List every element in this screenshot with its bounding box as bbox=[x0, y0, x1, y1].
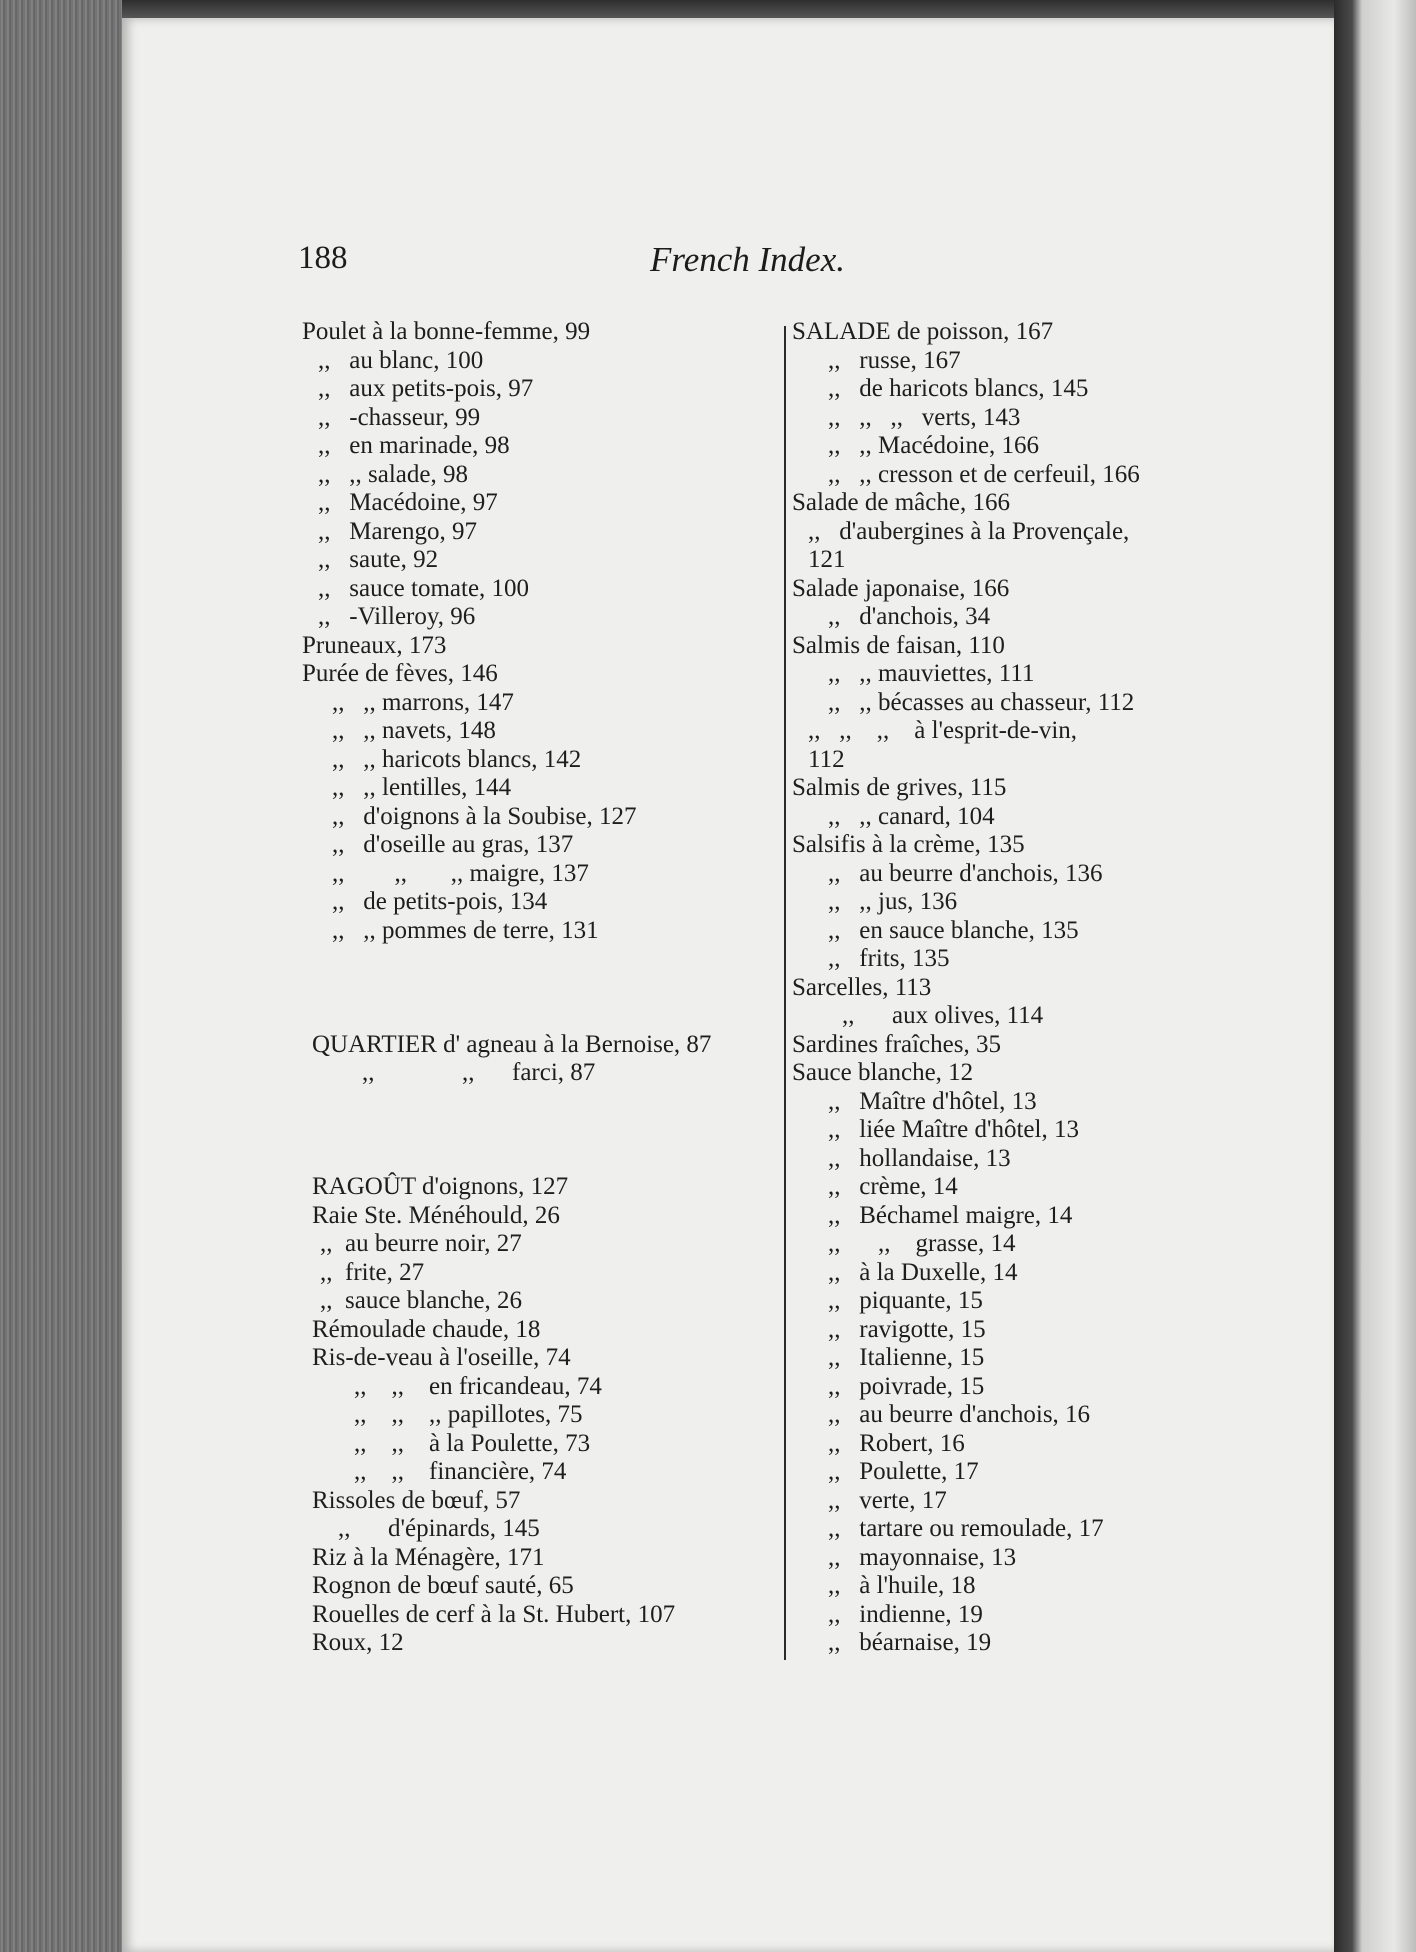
index-entry: ,, ,, financière, 74 bbox=[354, 1458, 567, 1485]
index-entry: ,, d'anchois, 34 bbox=[828, 603, 991, 630]
index-entry: ,, verte, 17 bbox=[828, 1486, 947, 1514]
index-entry: ,, ,, ,, maigre, 137 bbox=[332, 859, 589, 887]
index-entry: ,, de haricots blancs, 145 bbox=[828, 375, 1089, 402]
index-entry: Riz à la Ménagère, 171 bbox=[312, 1543, 545, 1571]
index-entry: Sardines fraîches, 35 bbox=[792, 1030, 1001, 1058]
index-entry: RAGOÛT d'oignons, 127 bbox=[312, 1173, 569, 1200]
index-entry: ,, au beurre noir, 27 bbox=[320, 1230, 522, 1257]
index-entry: ,, indienne, 19 bbox=[828, 1600, 983, 1628]
index-entry: Salade japonaise, 166 bbox=[792, 574, 1010, 602]
index-entry: ,, -Villeroy, 96 bbox=[318, 603, 476, 630]
index-entry: ,, Marengo, 97 bbox=[318, 517, 477, 545]
index-entry: ,, ,, lentilles, 144 bbox=[332, 774, 512, 801]
index-entry: Purée de fèves, 146 bbox=[302, 660, 498, 687]
running-title: French Index. bbox=[650, 240, 845, 279]
index-entry: ,, Béchamel maigre, 14 bbox=[828, 1201, 1073, 1229]
index-entry: ,, ,, jus, 136 bbox=[828, 888, 958, 915]
index-column-right bbox=[792, 318, 1272, 1658]
index-entry: ,, aux olives, 114 bbox=[842, 1002, 1044, 1029]
index-entry: ,, frite, 27 bbox=[320, 1258, 425, 1286]
index-entry: ,, Maître d'hôtel, 13 bbox=[828, 1087, 1037, 1115]
index-entry: ,, ,, grasse, 14 bbox=[828, 1230, 1016, 1257]
index-entry: ,, béarnaise, 19 bbox=[828, 1629, 992, 1656]
index-entry: Rouelles de cerf à la St. Hubert, 107 bbox=[312, 1600, 676, 1628]
index-entry: ,, liée Maître d'hôtel, 13 bbox=[828, 1116, 1079, 1143]
index-entry: ,, saute, 92 bbox=[318, 546, 439, 573]
index-entry: ,, d'oignons à la Soubise, 127 bbox=[332, 802, 637, 830]
index-entry: Rissoles de bœuf, 57 bbox=[312, 1486, 521, 1514]
index-entry: Rémoulade chaude, 18 bbox=[312, 1315, 541, 1343]
index-entry: Salsifis à la crème, 135 bbox=[792, 831, 1025, 858]
index-entry: ,, ,, ,, verts, 143 bbox=[828, 403, 1021, 431]
index-entry: ,, ,, marrons, 147 bbox=[332, 688, 514, 716]
facing-page-edge bbox=[1334, 0, 1416, 1952]
index-entry: Ris-de-veau à l'oseille, 74 bbox=[312, 1344, 571, 1371]
index-entry: Roux, 12 bbox=[312, 1629, 404, 1656]
index-entry: Raie Ste. Ménéhould, 26 bbox=[312, 1201, 560, 1229]
index-entry: ,, russe, 167 bbox=[828, 346, 961, 374]
index-entry: ,, ,, en fricandeau, 74 bbox=[354, 1372, 602, 1400]
index-entry: ,, au beurre d'anchois, 16 bbox=[828, 1401, 1091, 1428]
index-entry: ,, crème, 14 bbox=[828, 1173, 958, 1200]
index-entry: ,, -chasseur, 99 bbox=[318, 403, 481, 431]
index-entry: Salmis de faisan, 110 bbox=[792, 631, 1005, 659]
index-entry: ,, d'aubergines à la Provençale, bbox=[808, 517, 1130, 545]
index-entry: Salade de mâche, 166 bbox=[792, 489, 1010, 516]
index-entry: ,, ,, navets, 148 bbox=[332, 717, 496, 744]
index-entry: ,, ,, à la Poulette, 73 bbox=[354, 1429, 591, 1457]
index-entry: Salmis de grives, 115 bbox=[792, 774, 1007, 801]
index-entry: ,, aux petits-pois, 97 bbox=[318, 375, 534, 402]
index-entry: ,, à la Duxelle, 14 bbox=[828, 1258, 1018, 1286]
index-entry: ,, sauce tomate, 100 bbox=[318, 574, 530, 602]
index-entry: ,, ,, haricots blancs, 142 bbox=[332, 745, 582, 773]
index-entry: ,, à l'huile, 18 bbox=[828, 1572, 976, 1599]
index-entry: ,, Robert, 16 bbox=[828, 1429, 965, 1457]
index-entry: ,, de petits-pois, 134 bbox=[332, 888, 548, 915]
index-entry: ,, en sauce blanche, 135 bbox=[828, 916, 1079, 944]
index-entry: 112 bbox=[808, 745, 845, 773]
index-entry: Sarcelles, 113 bbox=[792, 973, 932, 1001]
index-entry: ,, ,, salade, 98 bbox=[318, 460, 468, 488]
index-entry: ,, ,, cresson et de cerfeuil, 166 bbox=[828, 460, 1140, 488]
index-entry: ,, mayonnaise, 13 bbox=[828, 1543, 1017, 1571]
index-entry: ,, frits, 135 bbox=[828, 945, 950, 972]
index-entry: ,, ,, farci, 87 bbox=[362, 1059, 596, 1086]
index-entry: ,, Poulette, 17 bbox=[828, 1458, 979, 1485]
index-entry: ,, au blanc, 100 bbox=[318, 346, 484, 374]
index-entry: ,, d'épinards, 145 bbox=[338, 1515, 540, 1542]
index-entry: 121 bbox=[808, 546, 846, 573]
book-page-edges bbox=[0, 0, 140, 1952]
index-entry: SALADE de poisson, 167 bbox=[792, 318, 1054, 345]
index-entry: ,, en marinade, 98 bbox=[318, 432, 510, 459]
index-entry: ,, Italienne, 15 bbox=[828, 1344, 985, 1371]
index-entry: ,, sauce blanche, 26 bbox=[320, 1287, 523, 1314]
index-entry: ,, piquante, 15 bbox=[828, 1287, 983, 1314]
index-entry: ,, au beurre d'anchois, 136 bbox=[828, 859, 1103, 887]
index-entry: ,, d'oseille au gras, 137 bbox=[332, 831, 574, 858]
book-top-edge bbox=[122, 0, 1334, 18]
index-entry: ,, ,, ,, papillotes, 75 bbox=[354, 1401, 583, 1428]
index-gap bbox=[302, 945, 772, 1031]
index-entry: Poulet à la bonne-femme, 99 bbox=[302, 318, 591, 345]
index-entry: ,, ravigotte, 15 bbox=[828, 1315, 986, 1343]
index-gap bbox=[302, 1088, 772, 1174]
index-entry: ,, hollandaise, 13 bbox=[828, 1144, 1011, 1172]
index-entry: Pruneaux, 173 bbox=[302, 631, 447, 659]
index-entry: ,, ,, mauviettes, 111 bbox=[828, 660, 1035, 687]
index-column-left bbox=[302, 318, 772, 1658]
page-number: 188 bbox=[298, 240, 348, 276]
index-entry: ,, ,, canard, 104 bbox=[828, 802, 995, 830]
column-divider bbox=[784, 326, 786, 1660]
index-entry: ,, ,, Macédoine, 166 bbox=[828, 432, 1040, 459]
index-entry: Sauce blanche, 12 bbox=[792, 1059, 974, 1086]
index-entry: ,, poivrade, 15 bbox=[828, 1372, 985, 1400]
index-entry: ,, Macédoine, 97 bbox=[318, 489, 498, 516]
index-entry: Rognon de bœuf sauté, 65 bbox=[312, 1572, 574, 1599]
index-entry: QUARTIER d' agneau à la Bernoise, 87 bbox=[312, 1030, 712, 1058]
index-entry: ,, ,, ,, à l'esprit-de-vin, bbox=[808, 717, 1078, 744]
index-entry: ,, ,, bécasses au chasseur, 112 bbox=[828, 688, 1135, 716]
index-entry: ,, tartare ou remoulade, 17 bbox=[828, 1515, 1104, 1542]
index-entry: ,, ,, pommes de terre, 131 bbox=[332, 916, 599, 944]
